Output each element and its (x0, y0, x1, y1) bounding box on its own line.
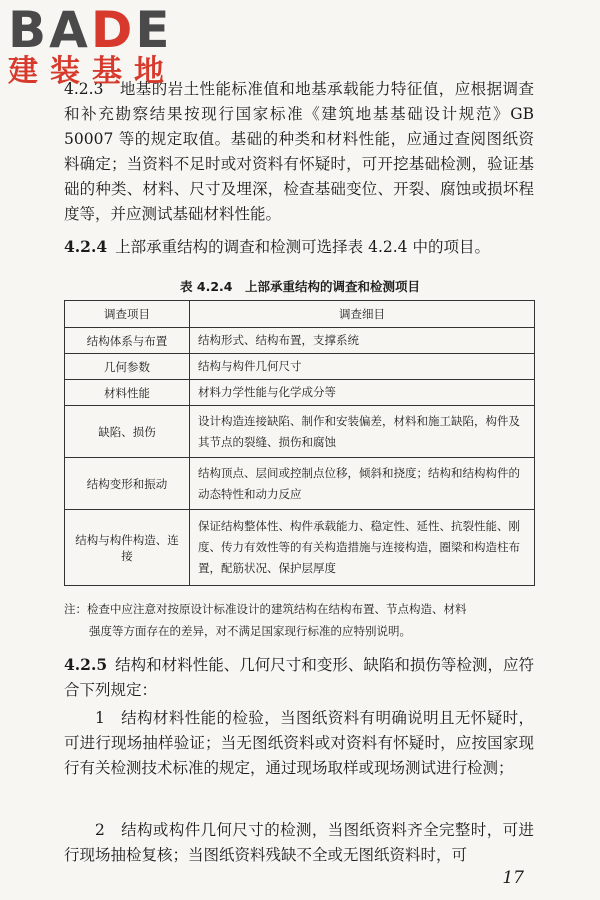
clause-item-2: 2 结构或构件几何尺寸的检测，当图纸资料齐全完整时，可进行现场抽检复核；当图纸资料残缺不全或无图纸资料时，可 (64, 821, 534, 864)
row-item: 结构体系与布置 (65, 328, 190, 354)
logo-part2: E (135, 1, 173, 59)
section-number: 4.2.4 (64, 237, 108, 256)
section-4-2-4 (64, 234, 534, 260)
section-text: 上部承重结构的调查和检测可选择表 4.2.4 中的项目。 (115, 238, 490, 256)
logo (8, 1, 176, 89)
row-detail: 设计构造连接缺陷、制作和安装偏差，材料和施工缺陷，构件及其节点的裂缝、损伤和腐蚀 (190, 406, 535, 458)
row-item: 结构变形和振动 (65, 458, 190, 510)
section-4-2-5 (64, 652, 534, 703)
table-row (65, 354, 535, 380)
table-row (65, 406, 535, 458)
table-note (64, 598, 539, 642)
row-detail: 保证结构整体性、构件承载能力、稳定性、延性、抗裂性能、刚度、传力有效性等的有关构造措施与连接构造，圈梁和构造柱布置，配筋状况、保护层厚度 (190, 510, 535, 586)
row-detail: 结构形式、结构布置，支撑系统 (190, 328, 535, 354)
note-line-2: 强度等方面存在的差异，对不满足国家现行标准的应特别说明。 (89, 624, 411, 638)
row-item: 缺陷、损伤 (65, 406, 190, 458)
section-4-2-3: 4.2.3 地基的岩土性能标准值和地基承载能力特征值，应根据调查和补充勘察结果按现行国家标准《建筑地基基础设计规范》GB 50007 等的规定取值。基础的种类和材料性能，应通过查阅图纸资料确定；当资料不足时或对资料有怀疑时，可开挖基础检测，验证基础的种类、材料、尺寸及埋深，检查基础变位、开裂、腐蚀或损坏程度等，并应测试基础材料性能。 (64, 80, 534, 223)
table-row (65, 458, 535, 510)
logo-part1: BA (8, 1, 91, 59)
table-row (65, 328, 535, 354)
row-detail: 结构与构件几何尺寸 (190, 354, 535, 380)
page-number: 17 (502, 868, 524, 888)
note-line-1: 注：检查中应注意对按原设计标准设计的建筑结构在结构布置、节点构造、材料 (64, 602, 467, 616)
logo-sub-text: 建装基地 (8, 54, 176, 89)
header-item: 调查项目 (65, 301, 190, 328)
logo-main-text (8, 1, 176, 59)
table-row (65, 380, 535, 406)
row-detail: 材料力学性能与化学成分等 (190, 380, 535, 406)
clause-item-1: 1 结构材料性能的检验，当图纸资料有明确说明且无怀疑时，可进行现场抽样验证；当无图纸资料或对资料有怀疑时，应按国家现行有关检测技术标准的规定，通过现场取样或现场测试进行检测； (64, 709, 534, 777)
row-item: 结构与构件构造、连接 (65, 510, 190, 586)
row-detail: 结构顶点、层间或控制点位移，倾斜和挠度；结构和结构构件的动态特性和动力反应 (190, 458, 535, 510)
header-detail: 调查细目 (190, 301, 535, 328)
section-text: 结构和材料性能、几何尺寸和变形、缺陷和损伤等检测，应符合下列规定： (64, 656, 534, 699)
table-row (65, 510, 535, 586)
section-number: 4.2.5 (64, 655, 108, 674)
table-title: 表 4.2.4 上部承重结构的调查和检测项目 (180, 279, 420, 294)
row-item: 材料性能 (65, 380, 190, 406)
table-header-row (65, 301, 535, 328)
inspection-items-table (64, 300, 535, 586)
row-item: 几何参数 (65, 354, 190, 380)
logo-accent: D (90, 1, 136, 59)
